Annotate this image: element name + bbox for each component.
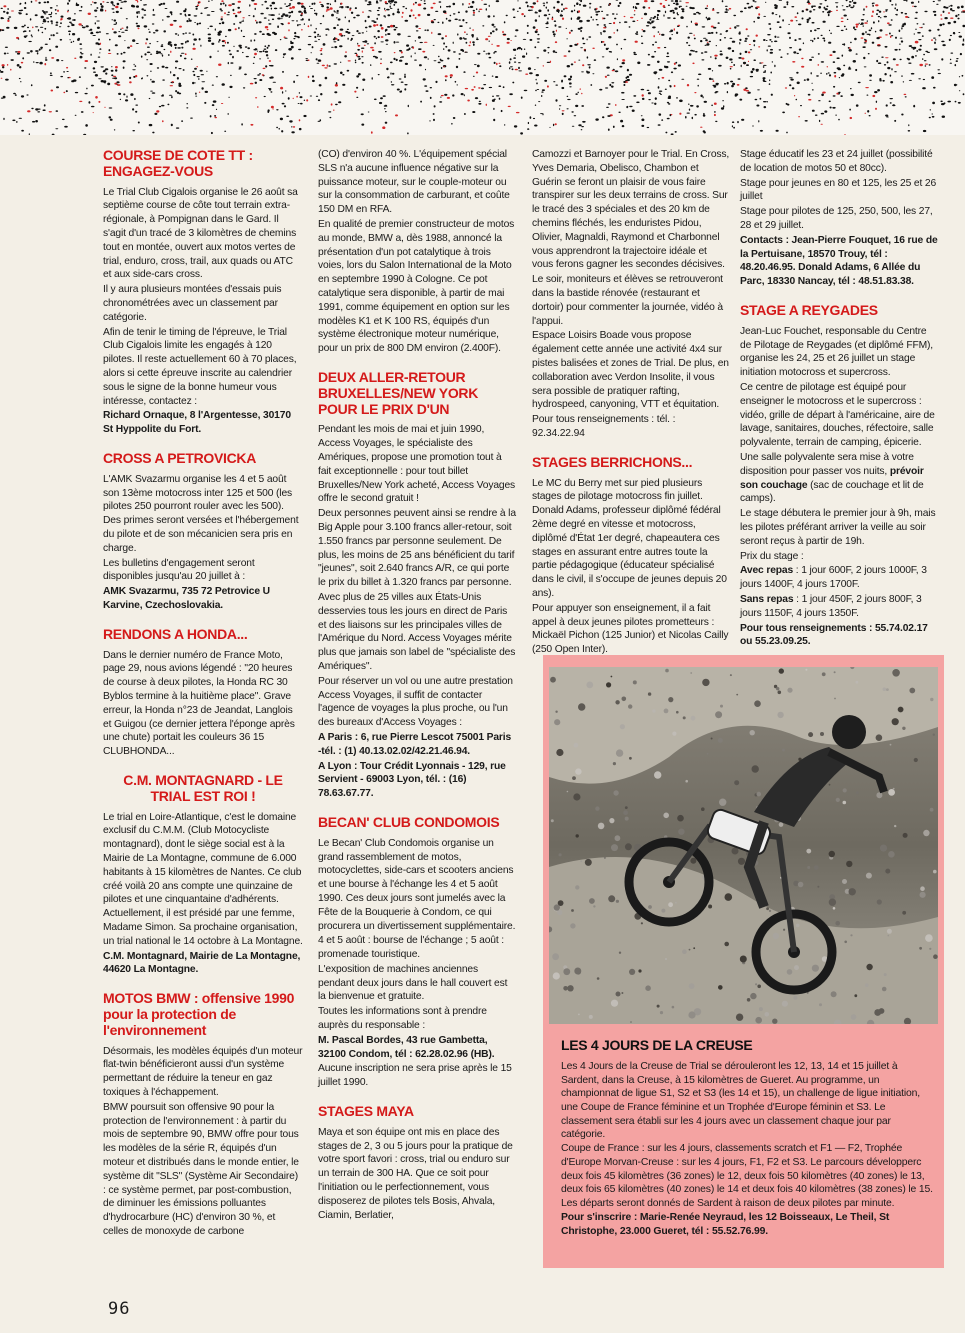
trial-rider-illustration bbox=[549, 667, 938, 1024]
page-number: 96 bbox=[108, 1299, 131, 1319]
article-paragraph: Toutes les informations sont à prendre auprès du responsable : bbox=[318, 1006, 487, 1032]
article-title: CROSS A PETROVICKA bbox=[103, 449, 257, 466]
article-title: BECAN' CLUB CONDOMOIS bbox=[318, 813, 500, 830]
article-paragraph: Prix du stage : bbox=[740, 550, 804, 562]
column-2 bbox=[318, 148, 516, 1236]
article-paragraph: L'exposition de machines anciennes pendant deux jours dans le hall couvert est la bienvenue et gratuite. bbox=[318, 963, 508, 1003]
article-paragraph: Il y aura plusieurs montées d'essais puis chronométrées avec un classement par catégorie. bbox=[103, 284, 282, 323]
contact-info: Contacts : Jean-Pierre Fouquet, 16 rue de la Pertuisane, 18570 Trouy, tél : 48.20.46.95. Donald Adams, 6 Allée du Parc, 18330 Nancay, tél : 48.51.83.38. bbox=[740, 234, 938, 288]
article-paragraph: Coupe de France : sur les 4 jours, classements scratch et F1 — F2, Trophée d'Europe Morvan-Creuse : sur les 4 jours, F1, F2 et S3. Le parcours développerc deux fois 45 kilomètres (36 zones) le 12, deux fois 50 kilomètres (40 zones) le 13, deux fois 65 kilomètres (40 zones) le 14 et deux fois 40 kilomètres (38 zones) le 15. Les départs seront donnés de Sardent à raison de deux pilotes par minute. bbox=[561, 1143, 933, 1210]
article-rendons-a-honda bbox=[103, 627, 303, 759]
article-motos-bmw-continued bbox=[318, 148, 516, 356]
article-paragraph: Pour tous renseignements : tél. : 92.34.22.94 bbox=[532, 414, 676, 439]
article-paragraph: Stage éducatif les 23 et 24 juillet (possibilité de location de motos 50 et 80cc). bbox=[740, 149, 933, 174]
article-paragraph: Pour appuyer son enseignement, il a fait appel à deux jeunes pilotes prometteurs : Mickaël Pichon (125 Junior) et Nicolas Cailly (250 Open Inter). bbox=[532, 602, 729, 656]
text-run-bold: prévoir son couchage bbox=[740, 465, 924, 491]
article-paragraph: Camozzi et Barnoyer pour le Trial. En Cross, Yves Demaria, Obelisco, Chambon et Guérin se feront un plaisir de vous faire transpirer sur les deux terrains de cross. Sur le tracé des 3 spéciales et des 20 km de chemins fléchés, les enduristes Pidou, Olivier, Magnaldi, Raymond et Charbonnel vous apprendront la trajectoire idéale et vous ferons gagner les secondes décisives. bbox=[532, 149, 730, 271]
contact-info: Richard Ornaque, 8 l'Argentesse, 30170 St Hyppolite du Fort. bbox=[103, 410, 291, 436]
article-paragraph: Le soir, moniteurs et élèves se retrouveront dans la bastide rénovée (restaurant et dortoir) pour commenter la journée, vidéo à l'appui. bbox=[532, 274, 724, 327]
article-stages-berrichons-continued bbox=[740, 148, 938, 289]
article-cm-montagnard bbox=[103, 773, 303, 977]
article-paragraph: Les bulletins d'engagement seront disponibles jusqu'au 20 juillet à : bbox=[103, 557, 255, 583]
article-paragraph: Aucune inscription ne sera prise après le 15 juillet 1990. bbox=[318, 1063, 512, 1089]
article-stages-maya bbox=[318, 1104, 516, 1222]
article-paragraph: Pour réserver un vol ou une autre prestation Access Voyages, il suffit de contacter l'agence de voyages la plus proche, ou l'un des bureaux d'Access Voyages : bbox=[318, 675, 513, 729]
contact-info: AMK Svazarmu, 735 72 Petrovice U Karvine, Czechoslovakia. bbox=[103, 586, 270, 611]
price-values: : 1 jour 450F, 2 jours 800F, 3 jours 1150F, 4 jours 1350F. bbox=[740, 593, 922, 619]
contact-info: A Lyon : Tour Crédit Lyonnais - 129, rue Servient - 69003 Lyon, tél. : (16) 78.63.67.77. bbox=[318, 760, 506, 800]
article-paragraph: Le MC du Berry met sur pied plusieurs stages de pilotage motocross fin juillet. Donald Adams, professeur diplômé fédéral 2ème degré en vitesse et motocross, diplômé d'État 1er degré, chapeautera ces stages en assurant entre autres toute la partie pédagogique (éducateur spécialisé dans le civil, il s'occupe de jeunes depuis 20 ans). bbox=[532, 477, 727, 599]
article-paragraph: Pendant les mois de mai et juin 1990, Access Voyages, le spécialiste des Amériques, propose une promotion tout à fait exceptionnelle : pour tout billet Bruxelles/New York acheté, Access Voyages offre le second gratuit ! bbox=[318, 424, 516, 505]
text-run: Une salle polyvalente sera mise à votre disposition pour passer vos nuits, bbox=[740, 451, 914, 477]
article-title: STAGE A REYGADES bbox=[740, 301, 878, 318]
article-paragraph: Afin de tenir le timing de l'épreuve, le Trial Club Cigalois limite les engagés à 120 pilotes. Il reste actuellement 60 à 70 places, alors si cette épreuve inscrite au calendrier sous le signe de la bonne humeur vous intéresse, contactez : bbox=[103, 326, 297, 407]
article-paragraph: Le trial en Loire-Atlantique, c'est le domaine exclusif du C.M.M. (Club Motocycliste montagnard), dont le siège social est à la Mairie de La Montagne, commune de 6.000 habitants à 15 kilomètres de Nantes. Ce club créé voilà 20 ans compte une quinzaine de pilotes et une cinquantaine d'adhérents. Actuellement, il est présidé par une femme, Madame Simon. Sa prochaine organisation, un trial national le 14 octobre à La Montagne. bbox=[103, 811, 303, 947]
column-4 bbox=[740, 148, 938, 663]
article-paragraph: (CO) d'environ 40 %. L'équipement spécial SLS n'a aucune influence négative sur la puissance moteur, sur le couple-moteur ou sur la consommation de carburant, et coûte 150 DM en RFA. bbox=[318, 149, 510, 216]
column-1 bbox=[103, 148, 303, 1253]
article-paragraph: Espace Loisirs Boade vous propose également cette année une activité 4x4 sur pistes balisées et zones de Trial. De plus, en collaboration avec Verdon Insolite, il vous sera possible de pratiquer rafting, hydrospeed, canyoning, VTT et équitation. bbox=[532, 330, 729, 411]
article-becan-club bbox=[318, 815, 516, 1090]
price-values: : 1 jour 600F, 2 jours 1000F, 3 jours 1400F, 4 jours 1700F. bbox=[740, 565, 927, 591]
article-paragraph bbox=[740, 451, 938, 506]
price-line bbox=[740, 593, 938, 621]
article-stages-maya-continued bbox=[532, 148, 730, 441]
article-paragraph: 4 et 5 août : bourse de l'échange ; 5 août : promenade touristique. bbox=[318, 935, 504, 961]
article-paragraph: Le Becan' Club Condomois organise un grand rassemblement de motos, motocyclettes, side-cars et scooters anciens et une bourse à l'échange les 4 et 5 août 1990. Ces deux jours sont jumelés avec la Fête de la Bouquerie à Condom, ce qui procurera un divertissement supplémentaire. bbox=[318, 837, 516, 932]
article-paragraph: Désormais, les modèles équipés d'un moteur flat-twin bénéficieront aussi d'un système permettant de réduire la teneur en gaz toxiques à l'échappement. bbox=[103, 1045, 303, 1098]
header-dot-pattern bbox=[0, 0, 965, 135]
price-label: Sans repas bbox=[740, 593, 794, 605]
article-title: RENDONS A HONDA... bbox=[103, 625, 248, 642]
article-paragraph: Avec plus de 25 villes aux États-Unis desservies tous les jours en direct de Paris et des liaisons sur les principales villes de l'Amérique du Nord. Access Voyages mérite plus que jamais son label de "spécialiste des Amériques". bbox=[318, 591, 516, 672]
article-paragraph: Deux personnes peuvent ainsi se rendre à la Big Apple pour 3.100 francs aller-retour, soit 1.550 francs par personne seulement. De plus, les moins de 25 ans bénéficient du tarif "jeunes", soit 2.640 francs A/R, ce qui porte le prix du billet à 1.320 francs par personne. bbox=[318, 508, 516, 589]
article-title: C.M. MONTAGNARD - LE TRIAL EST ROI ! bbox=[123, 771, 283, 804]
text-run: (sac de couchage et lit de camps). bbox=[740, 479, 924, 505]
trial-rider-photo bbox=[549, 667, 938, 1024]
price-line bbox=[740, 564, 938, 592]
article-course-de-cote bbox=[103, 148, 303, 437]
article-paragraph: Dans le dernier numéro de France Moto, page 29, nous avions légendé : "20 heures de course à deux pilotes, la Honda RC 30 Byblos termine à la huitième place". Grave erreur, la Honda n°23 de Jeandat, Langlois et Guigou (ce dernier jettera l'éponge après une chute) portait les couleurs 36 15 CLUBHONDA... bbox=[103, 649, 295, 758]
article-paragraph: Stage pour jeunes en 80 et 125, les 25 et 26 juillet bbox=[740, 177, 937, 203]
article-paragraph: En qualité de premier constructeur de motos au monde, BMW a, dès 1988, annoncé la présentation d'un pot catalytique à trois voies, lors du Salon International de la Moto en septembre 1990 à Cologne. Ce pot catalytique sera disponible, à partir de mai 1991, comme équipement en option sur les modèles K1 et K 100 RS, équipés d'un système électronique moteur numérique, pour un prix de 800 DM environ (2.400F). bbox=[318, 218, 515, 355]
article-title: STAGES BERRICHONS... bbox=[532, 453, 693, 470]
creuse-article bbox=[561, 1038, 935, 1238]
article-paragraph: Le Trial Club Cigalois organise le 26 août sa septième course de côte tout terrain extra-régionale, à Pompignan dans le Gard. Il s'agit d'un tracé de 3 kilomètres de chemins tout en montée, ouvert aux motos vertes de trial, enduro, cross, trail, aux quads ou ATC et aux side-cars cross. bbox=[103, 186, 298, 281]
article-paragraph: Les 4 Jours de la Creuse de Trial se dérouleront les 12, 13, 14 et 15 juillet à Sardent, dans la Creuse, à 15 kilomètres de Gueret. Au programme, un championnat de ligue S1, S2 et S3 (les 14 et 15), un challenge de ligue initiation, une Coupe de France féminine et un Trophée d'Europe féminin et S3. Le classement sera établi sur les 4 jours avec un classement chaque jour par catégorie. bbox=[561, 1060, 920, 1141]
article-paragraph: Jean-Luc Fouchet, responsable du Centre de Pilotage de Reygades (et diplômé FFM), organise les 24, 25 et 26 juillet un stage initiation motocross et supercross. bbox=[740, 325, 934, 379]
contact-info: Pour tous renseignements : 55.74.02.17 ou 55.23.09.25. bbox=[740, 622, 928, 648]
contact-info: Pour s'inscrire : Marie-Renée Neyraud, les 12 Boisseaux, Le Theil, St Christophe, 23.000 Gueret, tél : 55.52.76.99. bbox=[561, 1211, 890, 1237]
column-3 bbox=[532, 148, 730, 671]
article-title: LES 4 JOURS DE LA CREUSE bbox=[561, 1037, 753, 1053]
article-motos-bmw bbox=[103, 991, 303, 1239]
contact-info: C.M. Montagnard, Mairie de La Montagne, 44620 La Montagne. bbox=[103, 950, 301, 976]
article-paragraph: L'AMK Svazarmu organise les 4 et 5 août son 13ème motocross inter 125 et 500 (les pilotes 250 pourront rouler avec les 500). Des primes seront versées et l'hébergement du pilote et de son mécanicien sera pris en charge. bbox=[103, 473, 299, 554]
article-cross-petrovicka bbox=[103, 451, 303, 613]
article-paragraph: Le stage débutera le premier jour à 9h, mais les pilotes préférant arriver la veille au soir seront reçus à partir de 19h. bbox=[740, 508, 936, 547]
article-title: MOTOS BMW : offensive 1990 pour la protection de l'environnement bbox=[103, 990, 295, 1038]
article-stages-berrichons bbox=[532, 455, 730, 657]
article-paragraph: BMW poursuit son offensive 90 pour la protection de l'environnement : à partir du mois de septembre 90, BMW offre pour tous les modèles de la série R, équipés d'un moteur et distribués dans le monde entier, le système dit "SLS" (Système Air Secondaire) : ce système permet, par post-combustion, de diminuer les émissions polluantes d'hydrocarbure (HC) d'environ 30 %, et celles de monoxyde de carbone bbox=[103, 1101, 299, 1237]
contact-info: M. Pascal Bordes, 43 rue Gambetta, 32100 Condom, tél : 62.28.02.96 (HB). bbox=[318, 1034, 495, 1060]
article-stage-reygades bbox=[740, 303, 938, 649]
article-paragraph: Maya et son équipe ont mis en place des stages de 2, 3 ou 5 jours pour la pratique de votre sport favori : cross, trial ou enduro sur un terrain de 300 HA. Que ce soit pour l'initiation ou le perfectionnement, vous disposerez de pilotes tels Bosis, Ahvala, Ciamin, Berlatier, bbox=[318, 1126, 513, 1221]
contact-info: A Paris : 6, rue Pierre Lescot 75001 Paris -tél. : (1) 40.13.02.02/42.21.46.94. bbox=[318, 731, 512, 757]
price-label: Avec repas bbox=[740, 565, 794, 577]
article-title: DEUX ALLER-RETOUR BRUXELLES/NEW YORK POUR LE PRIX D'UN bbox=[318, 368, 479, 417]
article-bruxelles-new-york bbox=[318, 370, 516, 801]
article-paragraph: Ce centre de pilotage est équipé pour enseigner le motocross et le supercross : vidéo, grille de départ à l'américaine, aire de lavage, sanitaires, douches, réfectoire, salle polyvalente, terrain de camping, épicerie. bbox=[740, 381, 935, 449]
article-title: COURSE DE COTE TT : ENGAGEZ-VOUS bbox=[103, 147, 253, 179]
article-title: STAGES MAYA bbox=[318, 1103, 414, 1120]
article-paragraph: Stage pour pilotes de 125, 250, 500, les 27, 28 et 29 juillet. bbox=[740, 206, 933, 231]
